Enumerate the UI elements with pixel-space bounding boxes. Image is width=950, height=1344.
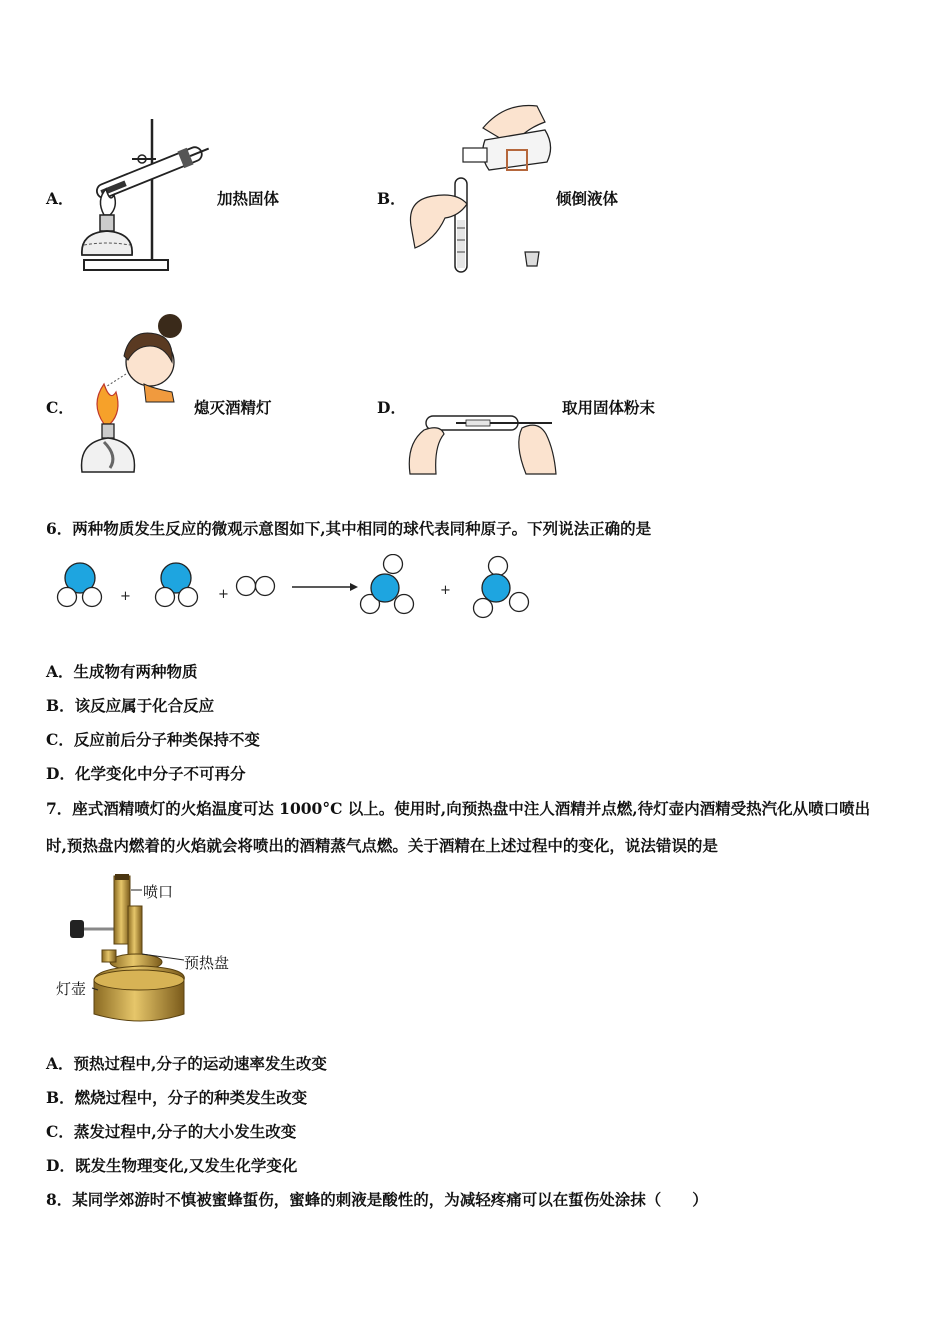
q7-stem-line1: 7．座式酒精喷灯的火焰温度可达 1000°C 以上。使用时,向预热盘中注人酒精并点燃,待灯壶内酒精受热汽化从喷口喷出 bbox=[46, 799, 871, 818]
option-caption: 取用固体粉末 bbox=[562, 398, 656, 417]
label-lamp-pot: 灯壶 bbox=[56, 980, 87, 998]
q8-stem: 8．某同学郊游时不慎被蜜蜂蜇伤，蜜蜂的刺液是酸性的，为减轻疼痛可以在蜇伤处涂抹（ ） bbox=[46, 1190, 708, 1209]
extinguish-lamp-figure bbox=[74, 312, 189, 477]
q6-option-a: A．生成物有两种物质 bbox=[46, 662, 198, 681]
reactant-molecule-1 bbox=[58, 563, 102, 607]
pouring-liquid-figure bbox=[405, 100, 555, 276]
option-letter: A． bbox=[46, 189, 74, 208]
option-letter: C． bbox=[46, 398, 74, 417]
heating-solid-figure bbox=[76, 115, 216, 277]
q7-option-b: B．燃烧过程中，分子的种类发生改变 bbox=[46, 1088, 308, 1107]
reaction-micro-diagram bbox=[52, 554, 542, 622]
q6-stem: 6．两种物质发生反应的微观示意图如下,其中相同的球代表同种原子。下列说法正确的是 bbox=[46, 519, 652, 538]
label-preheat-tray: 预热盘 bbox=[184, 954, 230, 972]
q6-option-c: C．反应前后分子种类保持不变 bbox=[46, 730, 260, 749]
q7-stem-line2: 时,预热盘内燃着的火焰就会将喷出的酒精蒸气点燃。关于酒精在上述过程中的变化，说法错误的是 bbox=[46, 836, 718, 855]
reactant-molecule-3 bbox=[237, 577, 275, 596]
option-caption: 熄灭酒精灯 bbox=[194, 398, 272, 417]
option-letter: D． bbox=[377, 398, 406, 417]
q7-option-c: C．蒸发过程中,分子的大小发生改变 bbox=[46, 1122, 297, 1141]
q7-option-d: D．既发生物理变化,又发生化学变化 bbox=[46, 1156, 298, 1175]
plus-sign-2: + bbox=[218, 587, 229, 602]
option-caption: 加热固体 bbox=[217, 189, 280, 208]
plus-sign-3: + bbox=[440, 583, 451, 598]
label-nozzle: 喷口 bbox=[143, 883, 174, 901]
product-molecule-1 bbox=[361, 555, 414, 614]
product-molecule-2 bbox=[474, 557, 529, 618]
q6-option-d: D．化学变化中分子不可再分 bbox=[46, 764, 246, 783]
taking-powder-figure bbox=[406, 404, 558, 476]
option-letter: B． bbox=[377, 189, 406, 208]
q7-option-a: A．预热过程中,分子的运动速率发生改变 bbox=[46, 1054, 327, 1073]
plus-sign-1: + bbox=[120, 589, 131, 604]
option-caption: 倾倒液体 bbox=[556, 189, 619, 208]
reactant-molecule-2 bbox=[156, 563, 198, 607]
q6-option-b: B．该反应属于化合反应 bbox=[46, 696, 215, 715]
